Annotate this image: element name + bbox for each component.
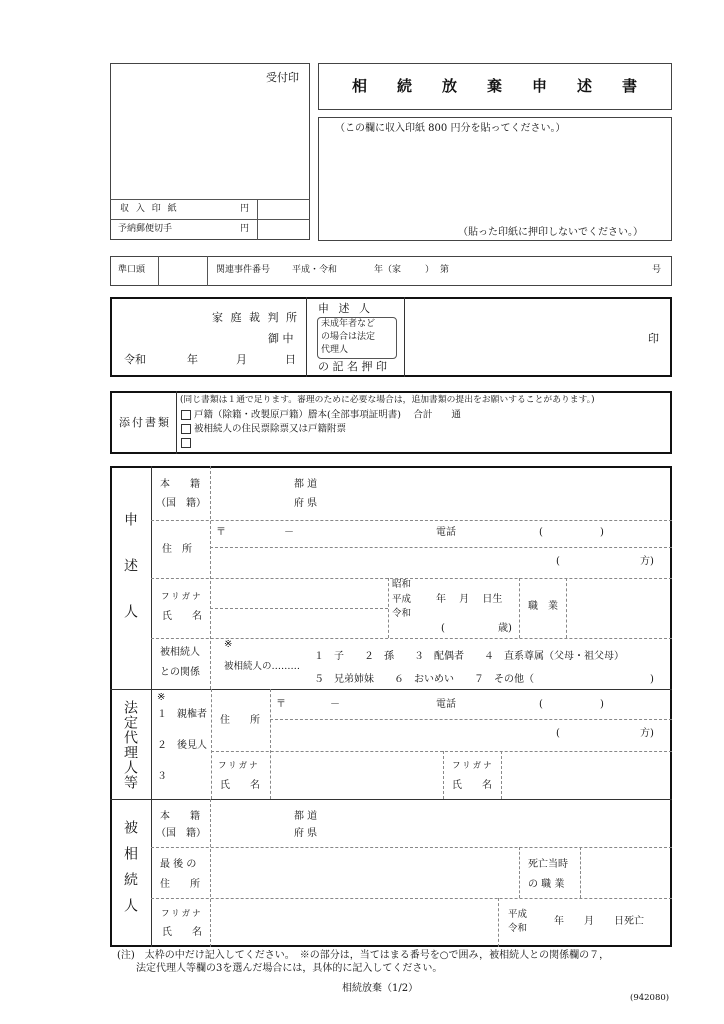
relation-label-1: 被相続人 [160, 647, 200, 658]
agent-phone-close: ) [600, 699, 604, 710]
age-close: 歳) [498, 623, 512, 634]
decedent-fuken: 府 県 [294, 828, 318, 839]
era-reiwa: 令和 [392, 608, 412, 619]
case-close: ） [425, 265, 435, 275]
page-title: 相続放棄申述書 [352, 77, 668, 95]
date-year: 年 [187, 353, 198, 366]
postal-dash: － [284, 527, 294, 538]
attachment-item-1[interactable]: 戸籍（除籍・改製原戸籍）謄本(全部事項証明書) 合計 通 [181, 410, 461, 420]
minor-note-1: 未成年者など [321, 319, 376, 329]
stamp-paste-box[interactable] [318, 117, 672, 241]
date-reiwa: 令和 [124, 353, 146, 366]
applicant-name-input[interactable] [214, 612, 384, 634]
agent-kata-open: ( [556, 728, 560, 739]
last-address-1: 最 後 の [160, 859, 197, 870]
decedent-furigana: フリガナ [161, 909, 203, 919]
onchu: 御 中 [268, 332, 294, 345]
relation-label-2: との関係 [160, 667, 200, 678]
agent-postal: 〒 [276, 699, 286, 710]
stamp-note-top: （この欄に収入印紙 800 円分を貼ってください。） [335, 123, 566, 134]
name-label: 氏 名 [162, 611, 202, 622]
stamp-unit: 円 [240, 204, 250, 214]
date-month: 月 [236, 353, 247, 366]
agent-name-label: 氏 名 [220, 780, 260, 791]
footer-note-2: 法定代理人等欄の3を選んだ場合には，具体的に記入してください。 [136, 963, 443, 974]
form-code: (942080) [630, 993, 670, 1003]
related-case-label: 関連事件番号 [216, 265, 271, 275]
relation-row-1[interactable]: １ 子 ２ 孫 ３ 配偶者 ４ 直系尊属（父母・祖父母） [314, 651, 624, 662]
decedent-honseki-sub: （国 籍） [156, 828, 206, 839]
seal-mark: 印 [648, 332, 659, 345]
attachment-item-2[interactable]: 被相続人の住民票除票又は戸籍附票 [181, 424, 346, 434]
applicant-section-label: 申述人 [122, 512, 138, 650]
postage-unit: 円 [240, 224, 250, 234]
prep-label: 準口頭 [118, 265, 146, 275]
agent-phone: 電話 [436, 699, 456, 710]
minor-note-2: の場合は法定 [321, 332, 376, 342]
minor-note-3: 代理人 [321, 345, 349, 355]
main-form-box [110, 466, 672, 947]
phone-close: ) [600, 527, 604, 538]
decedent-section-label: 被相続人 [122, 820, 138, 924]
decedent-name-label: 氏 名 [162, 927, 202, 938]
applicant-sign-label: 申 述 人 [318, 302, 373, 315]
relation-row-2[interactable]: ５ 兄弟姉妹 ６ おいめい ７ その他（ [314, 674, 534, 685]
stamp-note-bottom: （貼った印紙に押印しないでください。） [458, 227, 643, 238]
honseki-label: 本 籍 [160, 479, 200, 490]
signature-label: の 記 名 押 印 [318, 360, 387, 373]
attachment-item-3[interactable] [181, 438, 194, 448]
kome-mark: ※ [224, 639, 233, 650]
court-name: 家 庭 裁 判 所 [212, 311, 299, 324]
receipt-seal-label: 受付印 [266, 71, 299, 84]
decedent-honseki: 本 籍 [160, 811, 200, 822]
agent-furigana: フリガナ [218, 761, 260, 771]
era-showa: 昭和 [392, 579, 412, 590]
agent-phone-open: ( [539, 699, 543, 710]
fuken: 府 県 [294, 498, 318, 509]
relation-prefix: 被相続人の……… [224, 661, 301, 672]
address-label: 住 所 [162, 544, 192, 555]
furigana-label: フリガナ [161, 592, 203, 602]
agent-address-label: 住 所 [220, 715, 260, 726]
date-day: 日 [285, 353, 296, 366]
agent-kata-close: 方) [640, 728, 654, 739]
era-heisei: 平成 [392, 594, 412, 605]
postal-mark: 〒 [216, 527, 226, 538]
phone-open: ( [539, 527, 543, 538]
todo: 都 道 [294, 479, 318, 490]
kata-open: ( [556, 556, 560, 567]
relation-row-2-close: ) [650, 674, 654, 685]
case-era: 平成・令和 [292, 265, 338, 275]
occupation-label: 職 業 [528, 601, 558, 612]
postage-label: 予納郵便切手 [118, 224, 173, 234]
phone-label: 電話 [436, 527, 456, 538]
birth-ymd: 年 月 日生 [436, 594, 503, 605]
checkbox-icon[interactable] [181, 424, 191, 434]
page-number: 相続放棄（1/2） [342, 983, 419, 994]
agent-furigana-2: フリガナ [452, 761, 494, 771]
case-year: 年（家 [374, 265, 402, 275]
checkbox-icon[interactable] [181, 410, 191, 420]
kata-close: 方) [640, 556, 654, 567]
case-dai: 第 [440, 265, 450, 275]
death-job-1: 死亡当時 [528, 859, 568, 870]
death-job-2: の 職 業 [528, 879, 565, 890]
footer-note-1: (注) 太枠の中だけ記入してください。 ※の部分は，当てはまる番号を○で囲み，被相続人との関係欄の７， [117, 950, 610, 961]
agent-option-3[interactable]: ３ [157, 771, 167, 782]
honseki-sub: （国 籍） [156, 498, 206, 509]
checkbox-icon[interactable] [181, 438, 191, 448]
agent-option-1[interactable]: １ 親権者 [157, 709, 207, 720]
agent-option-2[interactable]: ２ 後見人 [157, 740, 207, 751]
death-ymd: 年 月 日死亡 [554, 916, 644, 927]
agent-name-label-2: 氏 名 [452, 780, 492, 791]
applicant-address-input[interactable] [232, 540, 532, 554]
decedent-todo: 都 道 [294, 811, 318, 822]
case-go: 号 [652, 265, 662, 275]
agent-kome: ※ [157, 692, 166, 703]
stamp-label: 収 入 印 紙 [120, 204, 179, 214]
age-open: ( [441, 623, 445, 634]
attachments-note: (同じ書類は１通で足ります。審理のために必要な場合は，追加書類の提出をお願いすることがあります。) [180, 395, 595, 405]
decedent-era-heisei: 平成 [508, 909, 528, 920]
decedent-era-reiwa: 令和 [508, 923, 528, 934]
agent-dash: － [330, 699, 340, 710]
last-address-2: 住 所 [160, 879, 200, 890]
attachments-label: 添付書類 [119, 416, 171, 429]
agent-section-label: 法定代理人等 [122, 700, 138, 790]
